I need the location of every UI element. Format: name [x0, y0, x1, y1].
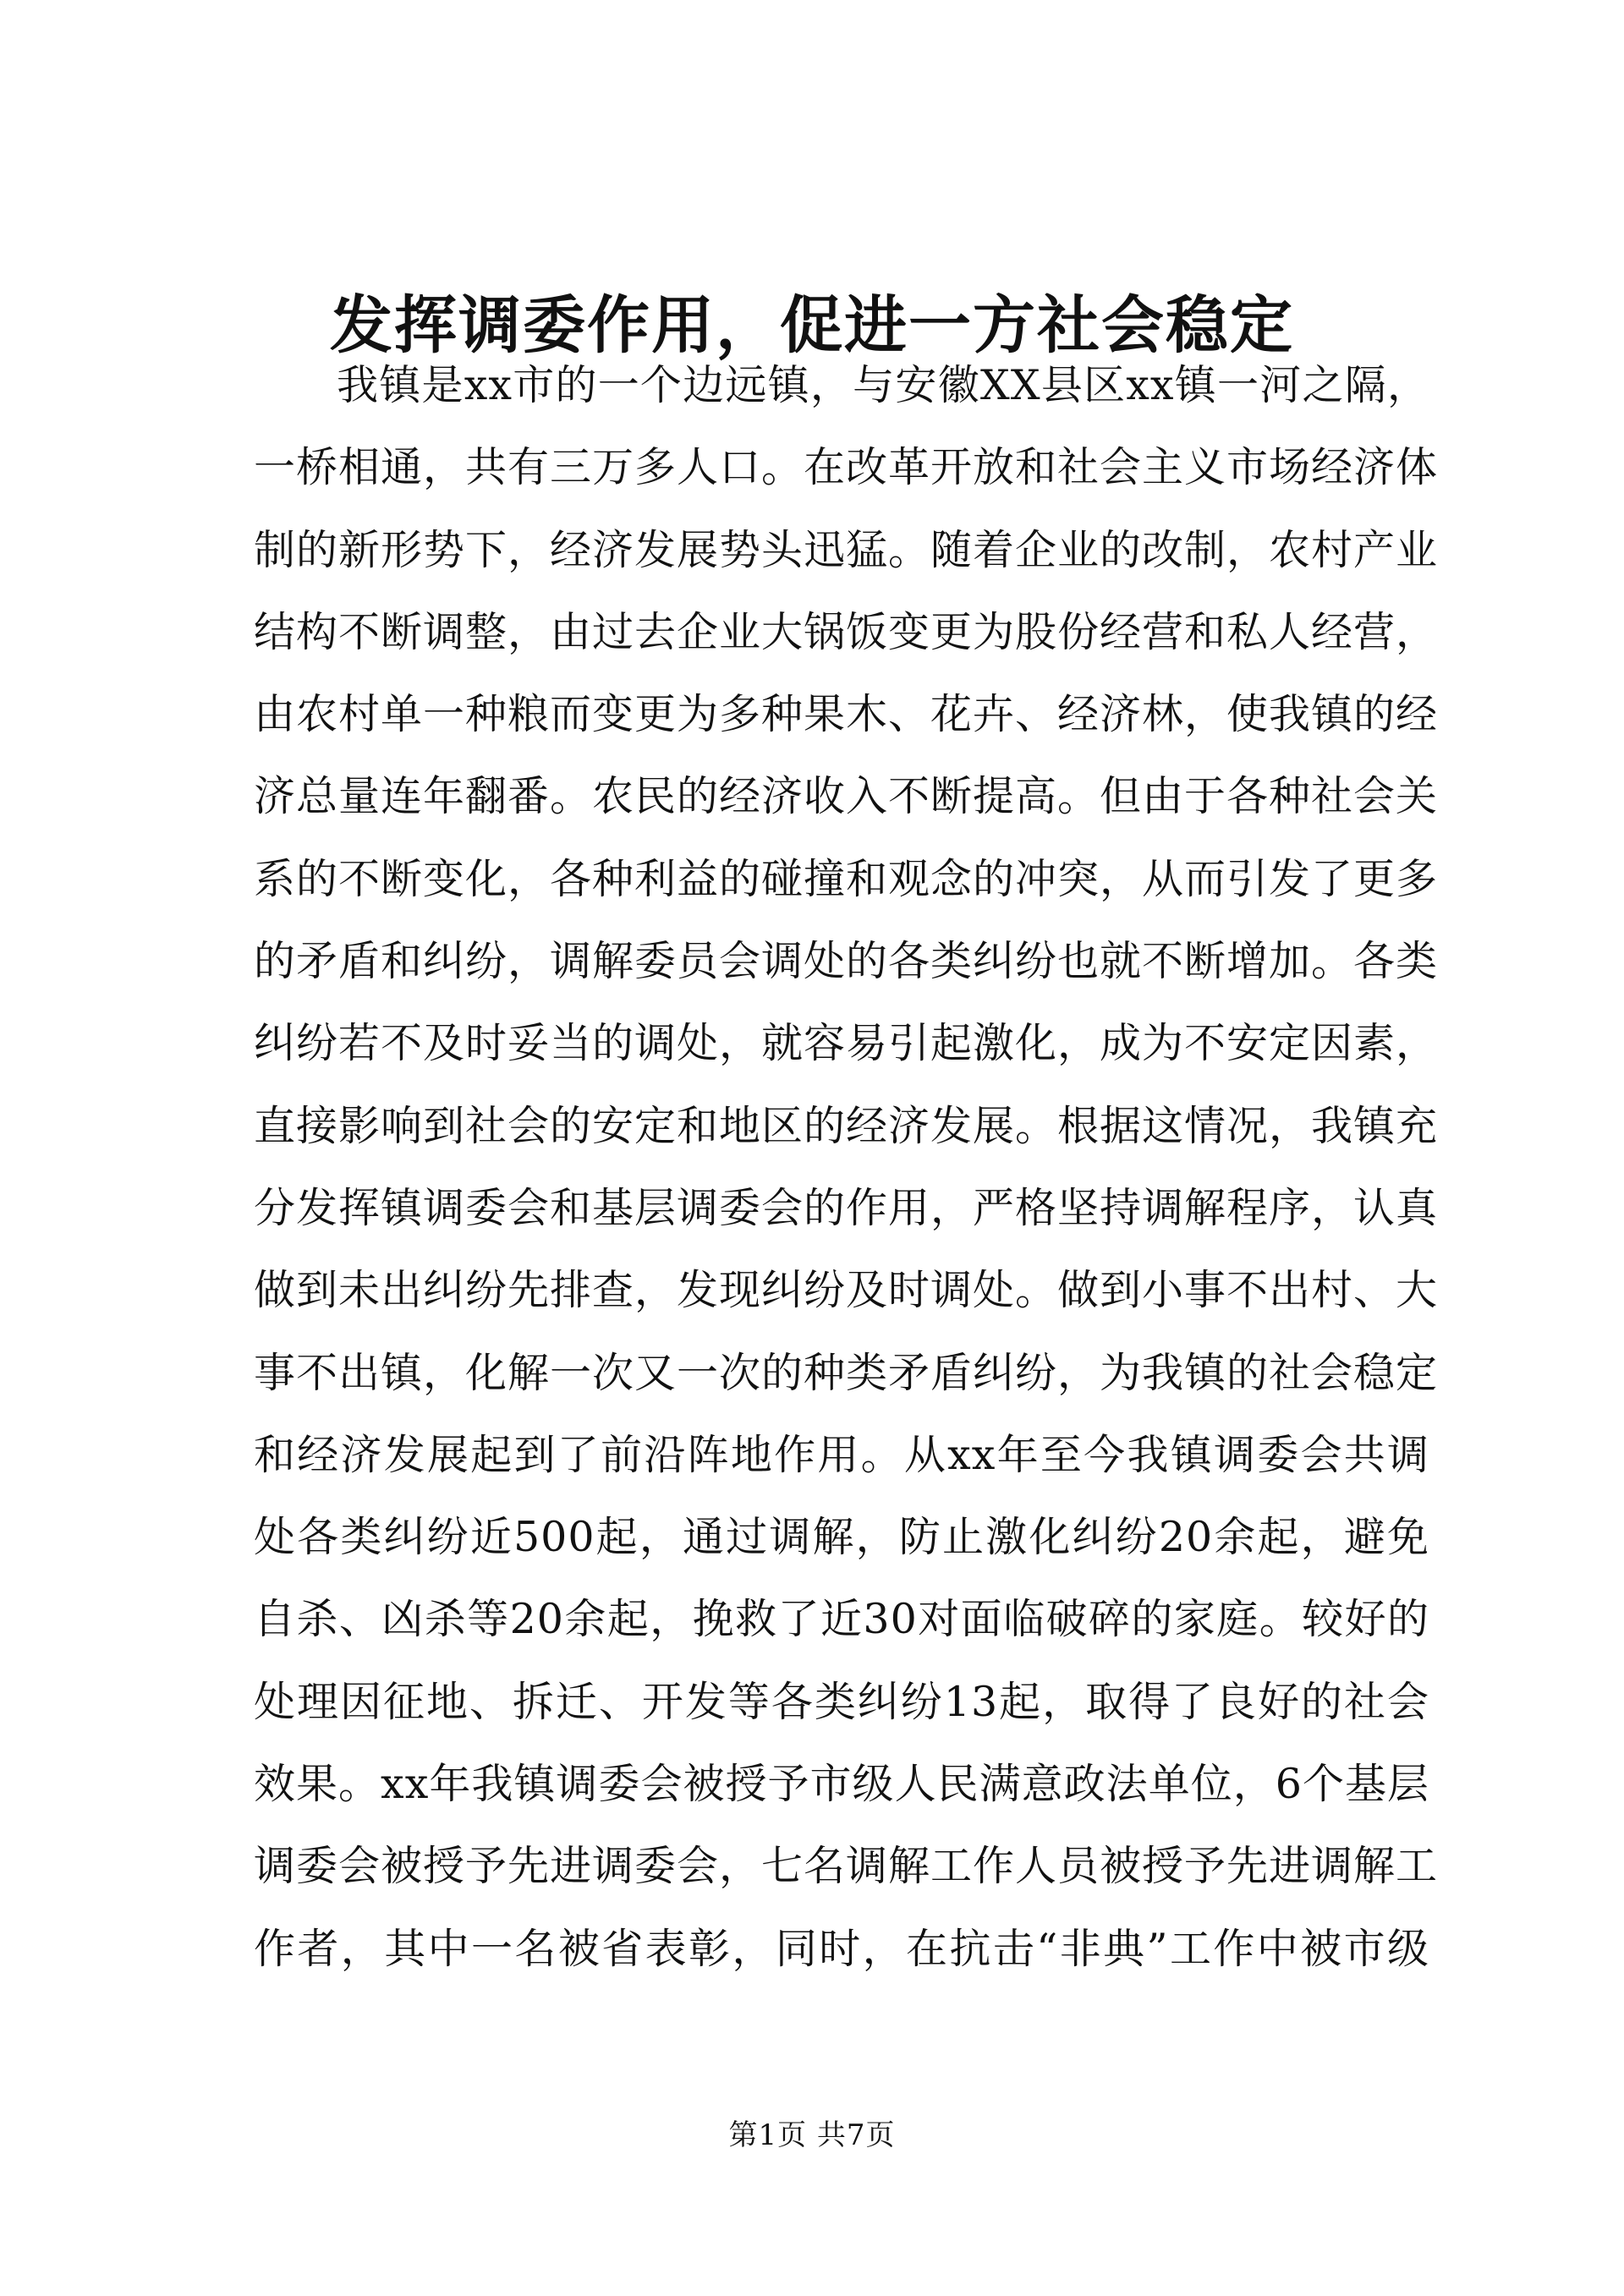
document-body [254, 344, 1439, 1990]
body-line: 一桥相通，共有三万多人口。在改革开放和社会主义市场经济体 [254, 443, 1439, 492]
page-number-footer: 第1页 共7页 [728, 2118, 896, 2152]
body-line: 的矛盾和纠纷，调解委员会调处的各类纠纷也就不断增加。各类 [254, 937, 1439, 986]
body-line: 调委会被授予先进调委会，七名调解工作人员被授予先进调解工 [254, 1842, 1439, 1891]
body-line: 自杀、凶杀等20余起，挽救了近30对面临破碎的家庭。较好的 [254, 1595, 1429, 1644]
body-line: 直接影响到社会的安定和地区的经济发展。根据这情况，我镇充 [254, 1101, 1439, 1150]
body-line: 效果。xx年我镇调委会被授予市级人民满意政法单位，6个基层 [254, 1760, 1429, 1809]
body-line: 事不出镇，化解一次又一次的种类矛盾纠纷，为我镇的社会稳定 [254, 1348, 1439, 1397]
body-line: 纠纷若不及时妥当的调处，就容易引起激化，成为不安定因素， [254, 1019, 1439, 1068]
body-line: 济总量连年翻番。农民的经济收入不断提高。但由于各种社会关 [254, 772, 1439, 821]
document-title: 发挥调委作用，促进一方社会稳定 [330, 289, 1294, 362]
body-line: 制的新形势下，经济发展势头迅猛。随着企业的改制，农村产业 [254, 525, 1439, 574]
body-line: 分发挥镇调委会和基层调委会的作用，严格坚持调解程序，认真 [254, 1183, 1439, 1232]
body-line: 系的不断变化，各种利益的碰撞和观念的冲突，从而引发了更多 [254, 854, 1439, 903]
body-line: 作者，其中一名被省表彰，同时，在抗击“非典”工作中被市级 [254, 1924, 1429, 1973]
body-line: 由农村单一种粮而变更为多种果木、花卉、经济林，使我镇的经 [254, 690, 1439, 739]
body-line: 处理因征地、拆迁、开发等各类纠纷13起，取得了良好的社会 [254, 1677, 1429, 1726]
body-line: 和经济发展起到了前沿阵地作用。从xx年至今我镇调委会共调 [254, 1430, 1429, 1479]
body-line: 做到未出纠纷先排查，发现纠纷及时调处。做到小事不出村、大 [254, 1266, 1439, 1315]
body-line: 结构不断调整，由过去企业大锅饭变更为股份经营和私人经营， [254, 607, 1439, 656]
body-line: 处各类纠纷近500起，通过调解，防止激化纠纷20余起，避免 [254, 1513, 1429, 1562]
body-line: 我镇是xx市的一个边远镇，与安徽XX县区xx镇一河之隔， [337, 361, 1429, 409]
